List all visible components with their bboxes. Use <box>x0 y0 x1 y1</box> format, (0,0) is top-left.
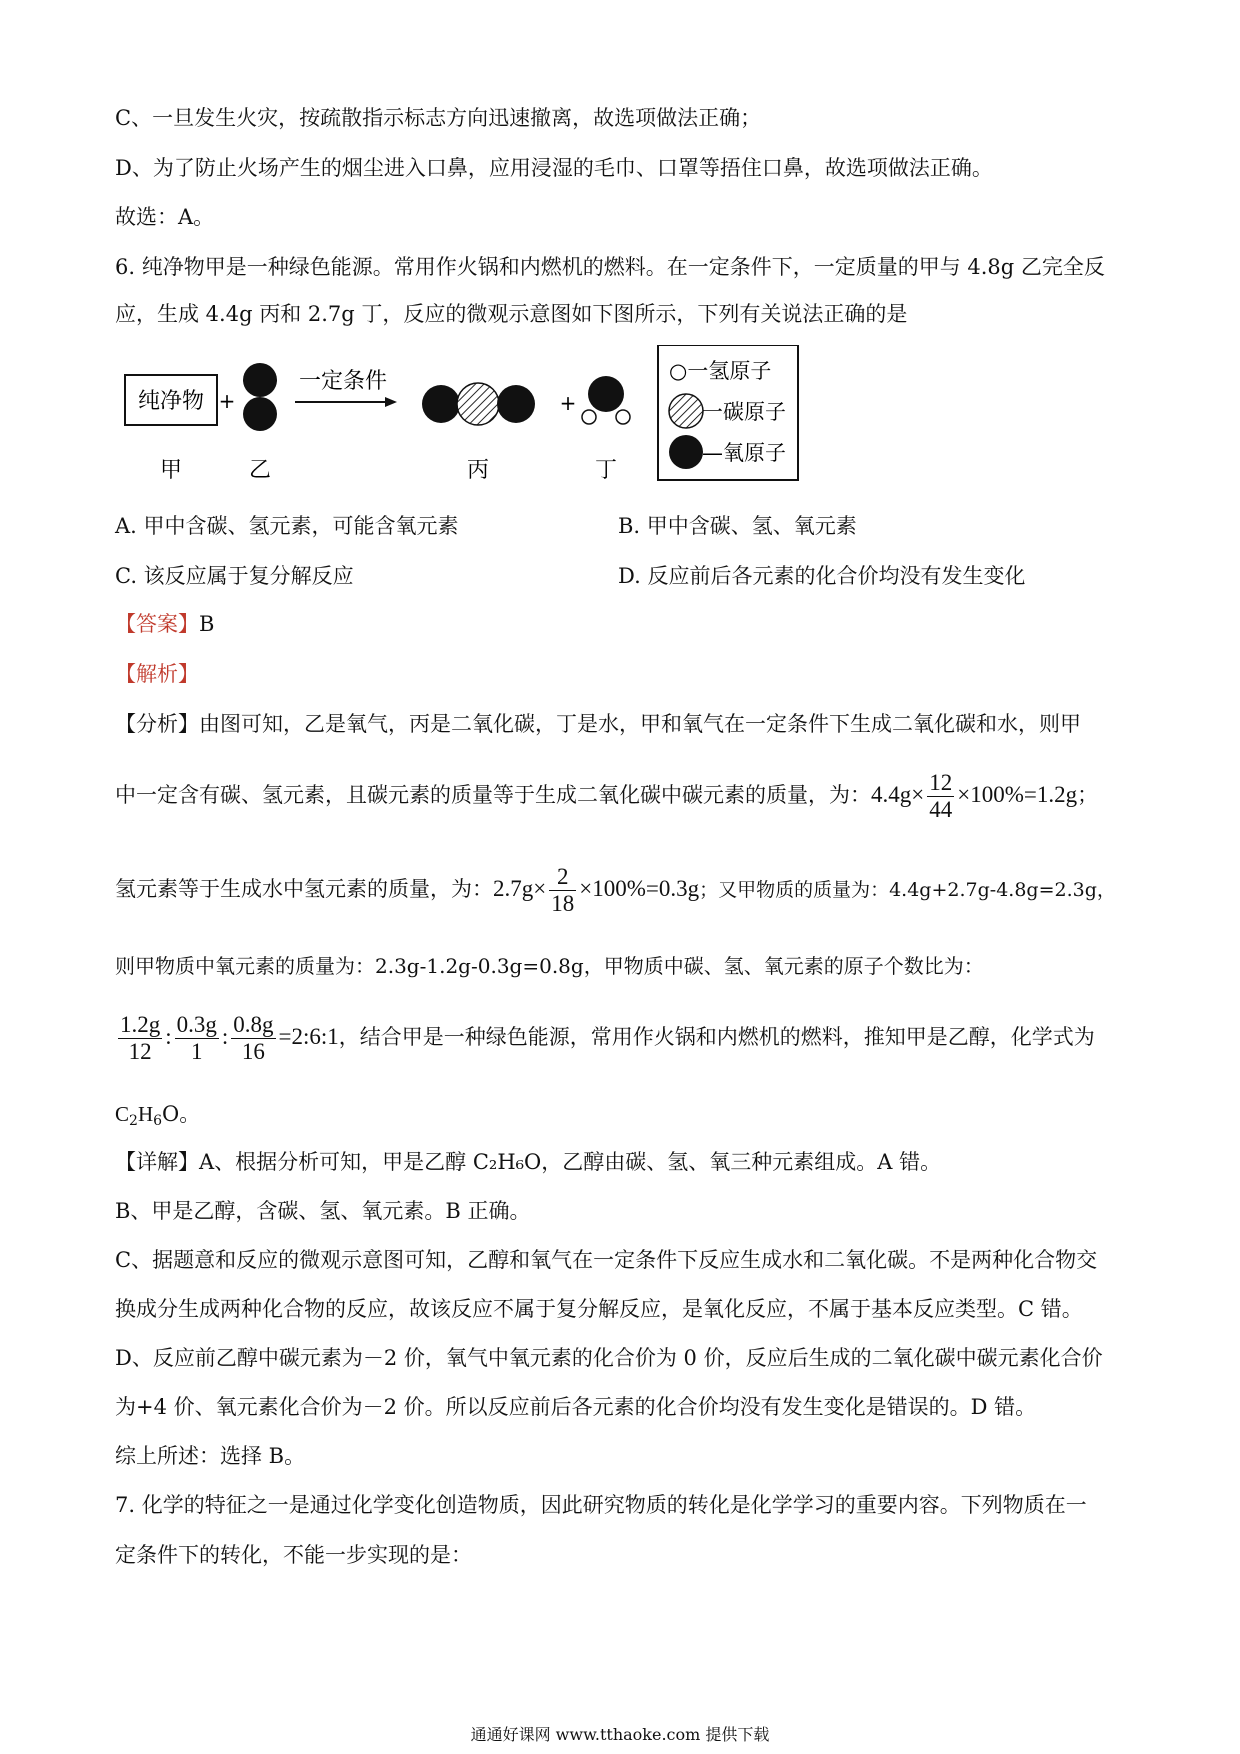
oxygen-atom <box>422 385 460 423</box>
carbon-atom <box>457 383 499 425</box>
hydrogen-atom <box>582 410 596 424</box>
legend-carbon: 一碳原子 <box>702 400 786 424</box>
analysis-line-5-text: ，结合甲是一种绿色能源，常用作火锅和内燃机的燃料，推知甲是乙醇，化学式为 <box>338 1025 1095 1049</box>
ratio-separator: : <box>165 1024 172 1049</box>
fraction-numerator: 2 <box>549 864 576 891</box>
detail-line-1: 【详解】A、根据分析可知，甲是乙醇 C₂H₆O，乙醇由碳、氢、氧三种元素组成。A 错。 <box>115 1150 942 1174</box>
option-d: D. 反应前后各元素的化合价均没有发生变化 <box>618 564 1026 588</box>
hydrogen-atom <box>616 410 630 424</box>
question-6-line-1: 6. 纯净物甲是一种绿色能源。常用作火锅和内燃机的燃料。在一定条件下，一定质量的甲与 4.8g 乙完全反 <box>115 255 1105 279</box>
arrow-head <box>385 397 397 407</box>
fraction-0.8g-16 <box>231 1012 275 1065</box>
ratio-separator: : <box>221 1024 229 1049</box>
answer-tag: 【答案】 <box>115 612 199 636</box>
option-b: B. 甲中含碳、氢、氧元素 <box>618 514 857 538</box>
text-line-3: 故选：A。 <box>115 205 215 229</box>
detail-line-4: 换成分生成两种化合物的反应，故该反应不属于复分解反应，是氧化反应，不属于基本反应类型。C 错。 <box>115 1297 1083 1321</box>
detail-line-2: B、甲是乙醇，含碳、氢、氧元素。B 正确。 <box>115 1199 531 1223</box>
text-line-2: D、为了防止火场产生的烟尘进入口鼻，应用浸湿的毛巾、口罩等捂住口鼻，故选项做法正确。 <box>115 156 993 180</box>
fraction-0.3g-1 <box>175 1012 219 1065</box>
reaction-micro-diagram <box>115 345 1125 495</box>
analysis-line-3 <box>115 862 1116 917</box>
pure-substance-label: 纯净物 <box>137 389 205 414</box>
label-ding: 丁 <box>594 458 618 483</box>
legend-oxygen: —氧原子 <box>702 441 786 465</box>
oxygen-atom <box>497 385 535 423</box>
analysis-line-3-text: 氢元素等于生成水中氢元素的质量，为： <box>115 877 493 901</box>
ethanol-formula <box>115 1100 200 1135</box>
detail-line-5: D、反应前乙醇中碳元素为－2 价，氧气中氧元素的化合价为 0 价，反应后生成的二氧化碳中碳元素化合价 <box>115 1346 1103 1370</box>
formula-o: O。 <box>162 1102 201 1126</box>
formula-hydrogen-mass-pre: 2.7g× <box>493 876 547 901</box>
analysis-tag: 【解析】 <box>115 662 199 686</box>
question-7-line-2: 定条件下的转化，不能一步实现的是： <box>115 1543 472 1567</box>
legend-carbon-icon <box>669 394 703 428</box>
fraction-12-44 <box>927 770 954 823</box>
plus-sign-1: + <box>218 389 236 413</box>
fraction-denominator: 44 <box>929 797 953 822</box>
label-jia: 甲 <box>159 458 183 483</box>
analysis-line-1: 【分析】由图可知，乙是氧气，丙是二氧化碳，丁是水，甲和氧气在一定条件下生成二氧化碳和水，则甲 <box>115 712 1081 736</box>
fraction-denominator: 12 <box>128 1039 152 1064</box>
fraction-numerator: 1.2g <box>120 1012 161 1037</box>
formula-c: C <box>115 1102 130 1126</box>
analysis-line-4: 则甲物质中氧元素的质量为：2.3g-1.2g-0.3g=0.8g，甲物质中碳、氢、氧元素的原子个数比为： <box>115 954 984 978</box>
fraction-denominator: 16 <box>241 1039 265 1064</box>
fraction-denominator: 1 <box>191 1039 203 1064</box>
text-line-1: C、一旦发生火灾，按疏散指示标志方向迅速撤离，故选项做法正确； <box>115 106 762 130</box>
fraction-numerator: 0.8g <box>233 1012 274 1037</box>
formula-hydrogen-mass-post: ×100%=0.3g <box>579 876 700 901</box>
fraction-numerator: 12 <box>929 770 953 795</box>
analysis-line-3-end: ；又甲物质的质量为：4.4g+2.7g-4.8g=2.3g， <box>699 879 1116 901</box>
page-footer: 通通好课网 www.tthaoke.com 提供下载 <box>470 1725 770 1744</box>
option-c: C. 该反应属于复分解反应 <box>115 564 354 588</box>
question-7-line-1: 7. 化学的特征之一是通过化学变化创造物质，因此研究物质的转化是化学学习的重要内容。下列物质在一 <box>115 1493 1087 1517</box>
formula-sub-2: 2 <box>129 1113 138 1129</box>
oxygen-atom <box>243 397 277 431</box>
question-6-line-2: 应，生成 4.4g 丙和 2.7g 丁，反应的微观示意图如下图所示，下列有关说法正确的是 <box>115 302 908 326</box>
formula-h: H <box>137 1102 154 1126</box>
oxygen-atom <box>243 363 277 397</box>
analysis-line-5 <box>115 1010 1095 1065</box>
label-bing: 丙 <box>466 458 490 483</box>
analysis-line-2-text: 中一定含有碳、氢元素，且碳元素的质量等于生成二氧化碳中碳元素的质量，为： <box>115 783 871 807</box>
atom-ratio: =2:6:1 <box>278 1024 339 1049</box>
analysis-line-2-end: ； <box>1077 783 1099 807</box>
fraction-numerator: 0.3g <box>176 1012 217 1037</box>
formula-carbon-mass-pre: 4.4g× <box>871 782 925 807</box>
detail-line-3: C、据题意和反应的微观示意图可知，乙醇和氧气在一定条件下反应生成水和二氧化碳。不是两种化合物交 <box>115 1248 1098 1272</box>
legend-hydrogen: ○一氢原子 <box>669 359 772 383</box>
plus-sign-2: + <box>559 391 577 415</box>
fraction-denominator: 18 <box>551 891 575 916</box>
detail-line-6: 为+4 价、氧元素化合价为－2 价。所以反应前后各元素的化合价均没有发生变化是错误的。D 错。 <box>115 1395 1037 1419</box>
formula-sub-6: 6 <box>153 1113 163 1129</box>
legend-oxygen-icon <box>669 435 703 469</box>
analysis-line-2 <box>115 768 1098 823</box>
answer-line <box>115 610 214 638</box>
arrow-label: 一定条件 <box>298 369 388 394</box>
fraction-2-18 <box>549 864 576 917</box>
oxygen-atom <box>588 376 624 412</box>
label-yi: 乙 <box>248 458 272 483</box>
fraction-1.2g-12 <box>118 1012 162 1065</box>
detail-line-7: 综上所述：选择 B。 <box>115 1444 306 1468</box>
option-a: A. 甲中含碳、氢元素，可能含氧元素 <box>115 514 459 538</box>
formula-carbon-mass-post: ×100%=1.2g <box>957 782 1078 807</box>
answer-value: B <box>199 612 215 636</box>
